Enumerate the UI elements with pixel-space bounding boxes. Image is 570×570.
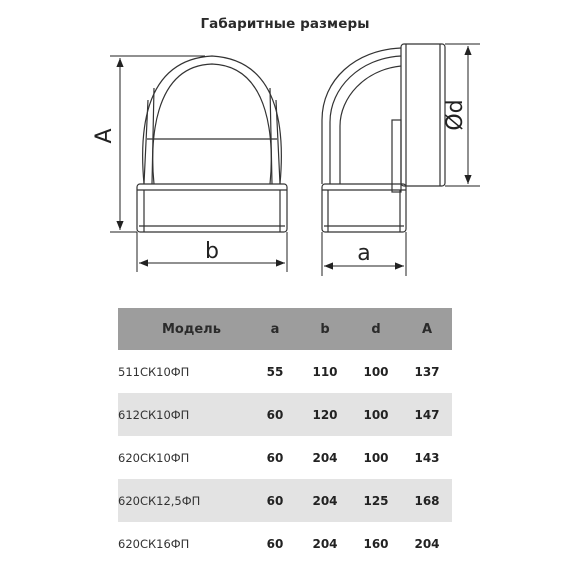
cell-d: 100 (363, 450, 389, 465)
cell-model: 620СК16ФП (118, 536, 190, 551)
side-connector (392, 120, 401, 192)
cell-a: 55 (266, 364, 284, 379)
side-collar (401, 44, 445, 186)
dimension-A (110, 56, 205, 232)
header-b: b (300, 308, 350, 350)
cell-A: 143 (414, 450, 440, 465)
table-row (118, 479, 452, 522)
table-row (118, 436, 452, 479)
cell-b: 110 (312, 364, 338, 379)
cell-a: 60 (266, 450, 284, 465)
cell-d: 100 (350, 393, 402, 436)
front-left-strap (144, 88, 154, 184)
dim-d-label: Ød (443, 99, 468, 131)
side-base-rect (322, 184, 406, 232)
cell-b: 204 (312, 536, 338, 551)
drawing-title: Габаритные размеры (200, 16, 370, 32)
cell-a: 60 (250, 479, 300, 522)
front-view (137, 56, 287, 232)
table-row (118, 393, 452, 436)
front-right-strap (270, 88, 280, 184)
cell-model: 612СК10ФП (118, 393, 250, 436)
table-header-row (118, 308, 452, 350)
cell-A: 168 (402, 479, 452, 522)
front-outer-arc (143, 56, 282, 184)
cell-model: 511СК10ФП (118, 364, 190, 379)
header-A: A (402, 308, 452, 350)
header-a: a (250, 308, 300, 350)
dim-A-label: A (92, 128, 117, 144)
cell-a: 60 (266, 536, 284, 551)
cell-a: 60 (250, 393, 300, 436)
cell-model: 620СК10ФП (118, 450, 190, 465)
cell-model: 620СК12,5ФП (118, 479, 250, 522)
cell-b: 120 (300, 393, 350, 436)
side-view (322, 44, 445, 232)
cell-d: 160 (363, 536, 389, 551)
cell-b: 204 (312, 450, 338, 465)
dim-a-label: a (357, 241, 371, 266)
cell-d: 125 (350, 479, 402, 522)
table-row (118, 522, 452, 565)
table-row (118, 350, 452, 393)
dimensions-table (118, 308, 452, 565)
front-inner-arc (153, 64, 272, 184)
cell-b: 204 (300, 479, 350, 522)
cell-A: 137 (414, 364, 440, 379)
front-base-rect (137, 184, 287, 232)
cell-A: 204 (414, 536, 440, 551)
cell-A: 147 (402, 393, 452, 436)
header-model: Модель (118, 308, 250, 350)
header-d: d (350, 308, 402, 350)
dim-b-label: b (205, 239, 219, 264)
cell-d: 100 (363, 364, 389, 379)
